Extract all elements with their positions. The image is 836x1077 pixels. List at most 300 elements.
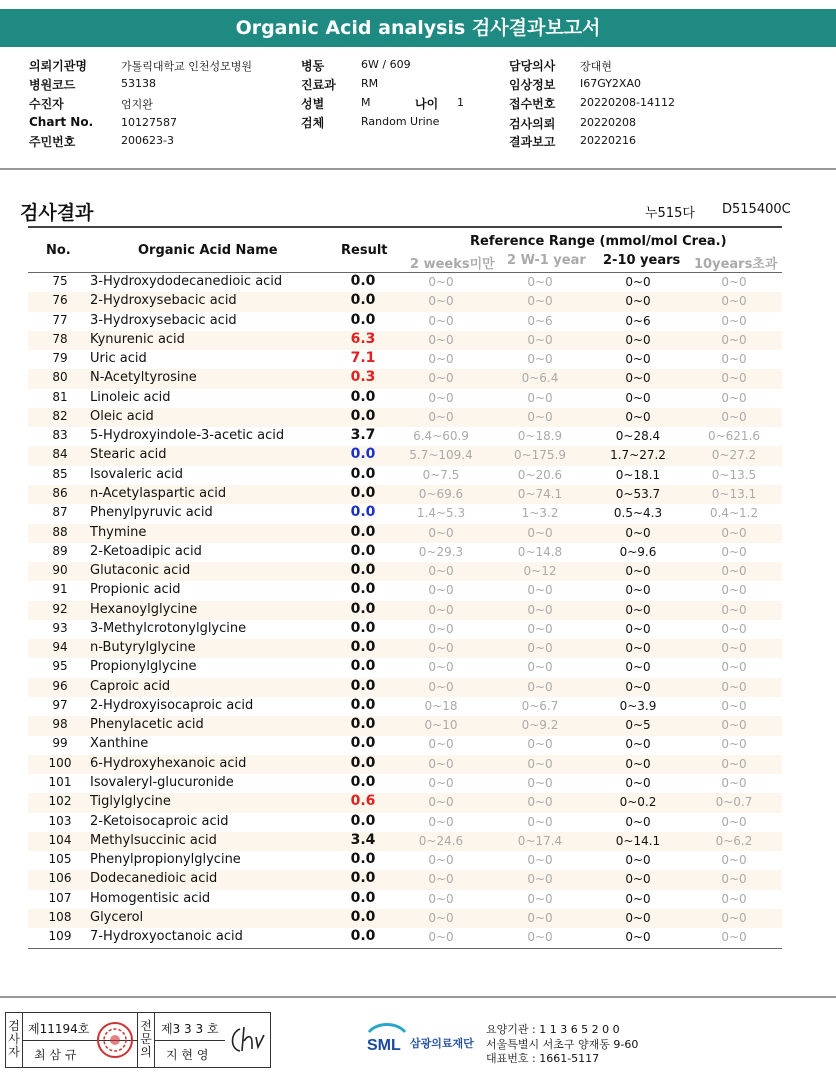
ref-range-2w-1y: 0~18.9 — [517, 429, 563, 444]
ref-range-2weeks: 0~0 — [428, 660, 454, 675]
row-number: 105 — [48, 852, 72, 867]
ref-range-10y-plus: 0~6.2 — [715, 833, 753, 848]
report-date-value: 20220216 — [580, 134, 636, 147]
ref-range-2w-1y: 0~9.2 — [521, 718, 559, 733]
patient-info-panel — [0, 50, 836, 170]
table-row — [28, 658, 782, 677]
ref-range-10y-plus: 0~0 — [721, 352, 747, 367]
result-value: 3.7 — [350, 427, 376, 444]
ref-range-2weeks: 0~24.6 — [418, 833, 464, 848]
result-value: 0.0 — [350, 870, 376, 887]
acid-name: Isovaleric acid — [90, 466, 184, 482]
ref-range-2weeks: 0~0 — [428, 313, 454, 328]
specialist-name: 지 현 영 — [166, 1048, 209, 1062]
row-number: 104 — [48, 832, 72, 847]
ref-range-2-10y: 0~0.2 — [619, 795, 657, 810]
table-row — [28, 793, 782, 812]
ref-range-2weeks: 0~0 — [428, 294, 454, 309]
ref-range-2w-1y: 0~0 — [527, 660, 553, 675]
ref-range-2w-1y: 0~0 — [527, 525, 553, 540]
row-number: 103 — [48, 813, 72, 828]
ref-range-2weeks: 0~0 — [428, 621, 454, 636]
table-row — [28, 524, 782, 543]
request-date-value: 20220208 — [580, 116, 636, 129]
ref-col-header-active: 2-10 years — [603, 253, 681, 268]
ref-range-10y-plus: 0~0 — [721, 294, 747, 309]
row-number: 84 — [52, 447, 68, 462]
org-phone: 대표번호 : 1661-5117 — [486, 1052, 600, 1065]
ref-range-10y-plus: 0~0 — [721, 275, 747, 289]
ref-range-10y-plus: 0~0 — [721, 621, 747, 636]
specialist-label: 전 문 의 — [140, 1019, 152, 1059]
result-value: 0.0 — [350, 484, 376, 501]
ref-range-2w-1y: 0~0 — [527, 641, 553, 656]
ref-range-2-10y: 0~0 — [625, 737, 651, 752]
acid-name: Thymine — [90, 524, 147, 540]
ref-range-2-10y: 0~0 — [625, 602, 651, 617]
row-number: 93 — [52, 620, 68, 635]
acid-name: Linoleic acid — [90, 389, 171, 405]
ref-range-2-10y: 0~0 — [625, 872, 651, 887]
result-value: 0.0 — [350, 928, 376, 945]
ref-range-2-10y: 0~0 — [625, 275, 651, 289]
row-number: 91 — [52, 582, 68, 597]
row-number: 76 — [52, 293, 68, 308]
table-row — [28, 909, 782, 928]
ref-range-2w-1y: 0~12 — [523, 564, 557, 579]
row-number: 106 — [48, 871, 72, 886]
result-value: 0.0 — [350, 696, 376, 713]
hospital-code-label: 병원코드 — [29, 78, 76, 92]
ref-range-2w-1y: 0~0 — [527, 352, 553, 367]
ref-range-10y-plus: 0~0 — [721, 756, 747, 771]
inspector-label: 검 사 자 — [8, 1019, 20, 1059]
table-top-rule — [28, 226, 782, 228]
ref-range-2weeks: 0~0 — [428, 583, 454, 598]
ref-range-2w-1y: 0~6 — [527, 313, 553, 328]
result-value: 0.0 — [350, 658, 376, 675]
table-row — [28, 890, 782, 909]
ref-range-2weeks: 0~0 — [428, 737, 454, 752]
doctor-label: 담당의사 — [509, 59, 556, 73]
request-date-label: 검사의뢰 — [509, 117, 556, 131]
row-number: 102 — [48, 794, 72, 809]
specimen-value: Random Urine — [361, 115, 440, 128]
table-row — [28, 735, 782, 754]
ref-range-2-10y: 0~0 — [625, 332, 651, 347]
ref-range-2w-1y: 0~0 — [527, 891, 553, 906]
result-value: 0.0 — [350, 407, 376, 424]
result-value: 0.0 — [350, 908, 376, 925]
ref-range-2w-1y: 0~0 — [527, 602, 553, 617]
acid-name: Hexanoylglycine — [90, 601, 198, 617]
table-row — [28, 813, 782, 832]
ref-range-2-10y: 0~18.1 — [615, 467, 661, 482]
ref-range-2-10y: 0~0 — [625, 756, 651, 771]
ref-range-2weeks: 0~0 — [428, 641, 454, 656]
table-row — [28, 427, 782, 446]
ref-range-2w-1y: 0~0 — [527, 679, 553, 694]
table-row — [28, 485, 782, 504]
institution-label: 의뢰기관명 — [29, 59, 87, 73]
acid-name: Kynurenic acid — [90, 331, 185, 347]
signature-box — [5, 1012, 271, 1068]
ref-range-2w-1y: 0~17.4 — [517, 833, 563, 848]
ref-range-2weeks: 0~0 — [428, 564, 454, 579]
sex-value: M — [361, 96, 371, 109]
acid-name: 2-Ketoadipic acid — [90, 543, 202, 559]
ref-range-2-10y: 0~0 — [625, 294, 651, 309]
acid-name: 2-Hydroxyisocaproic acid — [90, 697, 254, 713]
table-row — [28, 639, 782, 658]
acid-name: 2-Ketoisocaproic acid — [90, 813, 229, 829]
ref-range-2w-1y: 0~0 — [527, 853, 553, 868]
row-number: 101 — [48, 775, 72, 790]
clinical-info-label: 임상정보 — [509, 78, 556, 92]
acid-name: 6-Hydroxyhexanoic acid — [90, 755, 247, 771]
ref-range-2weeks: 0~18 — [424, 698, 458, 713]
ref-range-2-10y: 0.5~4.3 — [613, 506, 663, 521]
ref-range-2-10y: 0~0 — [625, 621, 651, 636]
ref-range-2w-1y: 0~14.8 — [517, 544, 563, 559]
table-row — [28, 408, 782, 427]
report-date-label: 결과보고 — [509, 135, 556, 149]
row-number: 92 — [52, 601, 68, 616]
ref-range-2w-1y: 0~0 — [527, 795, 553, 810]
table-row — [28, 331, 782, 350]
resident-no-value: 200623-3 — [121, 134, 174, 147]
row-number: 87 — [52, 505, 68, 520]
institution-value: 가톨릭대학교 인천성모병원 — [121, 60, 253, 73]
specialist-signature — [226, 1023, 266, 1057]
ref-range-10y-plus: 0~0 — [721, 910, 747, 925]
document-code-a: 누515다 — [645, 206, 695, 221]
ref-range-2w-1y: 0~0 — [527, 872, 553, 887]
chart-no-label: Chart No. — [29, 115, 94, 129]
ref-range-2w-1y: 0~0 — [527, 814, 553, 829]
row-number: 83 — [52, 428, 68, 443]
table-row — [28, 543, 782, 562]
acid-name: 5-Hydroxyindole-3-acetic acid — [90, 428, 285, 444]
ref-range-2-10y: 0~0 — [625, 910, 651, 925]
ref-range-10y-plus: 0.4~1.2 — [709, 506, 759, 521]
ref-range-2weeks: 0~0 — [428, 776, 454, 791]
row-number: 88 — [52, 524, 68, 539]
col-header-result: Result — [341, 243, 388, 258]
doctor-value: 장대현 — [580, 60, 612, 73]
acid-name: Glutaconic acid — [90, 563, 191, 579]
result-value: 0.0 — [350, 677, 376, 694]
acid-name: Phenylpyruvic acid — [90, 505, 213, 521]
row-number: 98 — [52, 717, 68, 732]
org-code: 요양기관 : 1 1 3 6 5 2 0 0 — [486, 1023, 620, 1036]
result-value: 0.0 — [350, 273, 376, 289]
inspector-license: 제11194호 — [28, 1022, 90, 1036]
acid-name: Propionic acid — [90, 582, 181, 598]
table-row — [28, 620, 782, 639]
row-number: 89 — [52, 543, 68, 558]
ref-range-2weeks: 0~0 — [428, 891, 454, 906]
acid-name: Phenylacetic acid — [90, 717, 204, 733]
result-value: 0.0 — [350, 812, 376, 829]
ref-range-10y-plus: 0~0 — [721, 660, 747, 675]
ref-range-2-10y: 0~0 — [625, 564, 651, 579]
department-value: RM — [361, 77, 379, 90]
result-value: 3.4 — [350, 831, 376, 848]
acid-name: Tiglylglycine — [90, 794, 171, 810]
table-row — [28, 504, 782, 523]
report-title: Organic Acid analysis 검사결과보고서 — [0, 9, 836, 47]
ward-value: 6W / 609 — [361, 58, 411, 71]
ref-range-2weeks: 6.4~60.9 — [413, 429, 469, 444]
acid-name: Propionylglycine — [90, 659, 197, 675]
table-row — [28, 601, 782, 620]
ref-range-2-10y: 0~0 — [625, 891, 651, 906]
ref-range-2weeks: 0~0 — [428, 409, 454, 424]
acid-name: Dodecanedioic acid — [90, 871, 218, 887]
ref-range-2w-1y: 1~3.2 — [521, 506, 559, 521]
ref-range-2-10y: 0~3.9 — [619, 698, 657, 713]
sex-label: 성별 — [301, 97, 325, 111]
ref-col-header: 2 weeks미만 — [410, 257, 495, 272]
ref-range-10y-plus: 0~0.7 — [715, 795, 753, 810]
ref-range-2-10y: 0~0 — [625, 660, 651, 675]
table-row — [28, 755, 782, 774]
ref-range-2-10y: 0~0 — [625, 525, 651, 540]
row-number: 109 — [48, 929, 72, 944]
table-row — [28, 581, 782, 600]
table-row — [28, 446, 782, 465]
ref-range-2-10y: 0~14.1 — [615, 833, 661, 848]
ref-range-2-10y: 0~9.6 — [619, 544, 657, 559]
row-number: 85 — [52, 466, 68, 481]
org-name: 삼광의료재단 — [410, 1037, 474, 1050]
ref-range-10y-plus: 0~621.6 — [707, 429, 761, 444]
ward-label: 병동 — [301, 59, 325, 73]
inspector-name: 최 삼 규 — [34, 1048, 77, 1062]
ref-range-2w-1y: 0~20.6 — [517, 467, 563, 482]
acid-name: Isovaleryl-glucuronide — [90, 775, 234, 791]
result-value: 0.0 — [350, 716, 376, 733]
acid-name: 3-Hydroxysebacic acid — [90, 312, 237, 328]
ref-range-2-10y: 0~0 — [625, 679, 651, 694]
ref-range-2-10y: 1.7~27.2 — [610, 448, 666, 463]
ref-range-10y-plus: 0~0 — [721, 814, 747, 829]
ref-range-10y-plus: 0~0 — [721, 891, 747, 906]
row-number: 108 — [48, 909, 72, 924]
ref-range-2w-1y: 0~0 — [527, 332, 553, 347]
row-number: 81 — [52, 389, 68, 404]
resident-no-label: 주민번호 — [29, 135, 76, 149]
ref-range-2weeks: 0~0 — [428, 390, 454, 405]
age-label: 나이 — [415, 97, 439, 111]
result-value: 0.0 — [350, 523, 376, 540]
ref-range-2weeks: 0~0 — [428, 525, 454, 540]
row-number: 86 — [52, 485, 68, 500]
divider — [155, 1040, 225, 1041]
table-row — [28, 928, 782, 947]
ref-range-10y-plus: 0~0 — [721, 332, 747, 347]
examinee-value: 엄지완 — [121, 98, 153, 111]
ref-range-2w-1y: 0~0 — [527, 737, 553, 752]
row-number: 107 — [48, 890, 72, 905]
result-value: 0.0 — [350, 600, 376, 617]
acid-name: Xanthine — [90, 736, 149, 752]
ref-range-2-10y: 0~28.4 — [615, 429, 661, 444]
table-row — [28, 273, 782, 292]
ref-range-2weeks: 0~7.5 — [422, 467, 460, 482]
ref-col-header: 10years초과 — [694, 257, 778, 272]
ref-range-10y-plus: 0~0 — [721, 718, 747, 733]
ref-range-10y-plus: 0~0 — [721, 313, 747, 328]
table-row — [28, 350, 782, 369]
ref-range-2w-1y: 0~0 — [527, 621, 553, 636]
hospital-code-value: 53138 — [121, 77, 156, 90]
ref-range-10y-plus: 0~0 — [721, 737, 747, 752]
table-row — [28, 369, 782, 388]
ref-range-10y-plus: 0~0 — [721, 583, 747, 598]
result-value: 0.0 — [350, 774, 376, 791]
ref-range-2w-1y: 0~0 — [527, 930, 553, 945]
acid-name: n-Butyrylglycine — [90, 640, 196, 656]
ref-range-10y-plus: 0~0 — [721, 564, 747, 579]
col-header-no: No. — [46, 243, 71, 258]
table-row — [28, 312, 782, 331]
ref-range-2-10y: 0~0 — [625, 352, 651, 367]
ref-range-2weeks: 0~0 — [428, 853, 454, 868]
ref-range-2-10y: 0~0 — [625, 371, 651, 386]
table-bottom-rule — [28, 948, 782, 949]
department-label: 진료과 — [301, 78, 336, 92]
ref-range-2w-1y: 0~0 — [527, 776, 553, 791]
ref-range-2-10y: 0~0 — [625, 390, 651, 405]
ref-range-10y-plus: 0~0 — [721, 371, 747, 386]
ref-range-2w-1y: 0~0 — [527, 756, 553, 771]
ref-range-10y-plus: 0~0 — [721, 853, 747, 868]
ref-range-10y-plus: 0~0 — [721, 390, 747, 405]
ref-range-2-10y: 0~0 — [625, 930, 651, 945]
ref-range-2weeks: 0~0 — [428, 352, 454, 367]
ref-range-10y-plus: 0~0 — [721, 930, 747, 945]
ref-range-2weeks: 5.7~109.4 — [409, 448, 473, 463]
row-number: 82 — [52, 408, 68, 423]
ref-range-2weeks: 0~10 — [424, 718, 458, 733]
table-row — [28, 466, 782, 485]
result-value: 0.0 — [350, 735, 376, 752]
acid-name: Caproic acid — [90, 678, 171, 694]
result-value: 0.0 — [350, 542, 376, 559]
ref-range-10y-plus: 0~13.1 — [711, 486, 757, 501]
ref-range-2weeks: 1.4~5.3 — [416, 506, 466, 521]
result-value: 0.3 — [350, 369, 376, 386]
row-number: 99 — [52, 736, 68, 751]
ref-range-2w-1y: 0~175.9 — [513, 448, 567, 463]
table-row — [28, 697, 782, 716]
ref-range-2-10y: 0~0 — [625, 583, 651, 598]
ref-range-10y-plus: 0~13.5 — [711, 467, 757, 482]
age-value: 1 — [457, 96, 464, 109]
ref-range-2w-1y: 0~6.4 — [521, 371, 559, 386]
result-value: 0.0 — [350, 388, 376, 405]
table-row — [28, 678, 782, 697]
row-number: 90 — [52, 563, 68, 578]
result-value: 0.0 — [350, 446, 376, 463]
result-value: 0.0 — [350, 562, 376, 579]
specialist-license: 제3 3 3 호 — [161, 1022, 219, 1036]
ref-range-2w-1y: 0~0 — [527, 583, 553, 598]
org-address: 서울특별시 서초구 양재동 9-60 — [486, 1038, 639, 1051]
ref-range-2w-1y: 0~0 — [527, 910, 553, 925]
result-value: 0.0 — [350, 619, 376, 636]
result-value: 0.0 — [350, 639, 376, 656]
ref-range-2-10y: 0~6 — [625, 313, 651, 328]
row-number: 97 — [52, 697, 68, 712]
acid-name: n-Acetylaspartic acid — [90, 485, 227, 501]
ref-range-10y-plus: 0~0 — [721, 525, 747, 540]
ref-range-2weeks: 0~0 — [428, 371, 454, 386]
ref-range-2-10y: 0~5 — [625, 718, 651, 733]
ref-range-2weeks: 0~0 — [428, 795, 454, 810]
ref-range-2weeks: 0~0 — [428, 332, 454, 347]
ref-range-2weeks: 0~0 — [428, 930, 454, 945]
receipt-no-value: 20220208-14112 — [580, 96, 675, 109]
col-header-reference: Reference Range (mmol/mol Crea.) — [470, 234, 727, 249]
row-number: 94 — [52, 640, 68, 655]
document-code-b: D515400C — [722, 202, 791, 217]
clinical-info-value: I67GY2XA0 — [580, 77, 641, 90]
ref-range-10y-plus: 0~0 — [721, 409, 747, 424]
ref-range-10y-plus: 0~0 — [721, 544, 747, 559]
ref-range-2weeks: 0~0 — [428, 756, 454, 771]
ref-range-2w-1y: 0~0 — [527, 294, 553, 309]
ref-range-2weeks: 0~0 — [428, 275, 454, 289]
footer-rule — [0, 996, 836, 998]
ref-range-10y-plus: 0~27.2 — [711, 448, 757, 463]
acid-name: 2-Hydroxysebacic acid — [90, 293, 237, 309]
acid-name: 3-Hydroxydodecanedioic acid — [90, 274, 283, 289]
ref-range-10y-plus: 0~0 — [721, 776, 747, 791]
receipt-no-label: 접수번호 — [509, 97, 556, 111]
result-value: 0.0 — [350, 851, 376, 868]
logo-text: SML — [367, 1037, 401, 1054]
ref-range-10y-plus: 0~0 — [721, 698, 747, 713]
result-value: 7.1 — [350, 350, 376, 367]
ref-range-10y-plus: 0~0 — [721, 602, 747, 617]
row-number: 75 — [52, 274, 68, 288]
ref-range-2w-1y: 0~6.7 — [521, 698, 559, 713]
ref-range-2weeks: 0~0 — [428, 910, 454, 925]
result-value: 0.0 — [350, 311, 376, 328]
table-row — [28, 851, 782, 870]
ref-range-2-10y: 0~0 — [625, 776, 651, 791]
ref-range-2weeks: 0~29.3 — [418, 544, 464, 559]
table-row — [28, 389, 782, 408]
acid-name: Oleic acid — [90, 408, 154, 424]
row-number: 78 — [52, 331, 68, 346]
result-value: 0.0 — [350, 889, 376, 906]
ref-col-header: 2 W-1 year — [507, 253, 586, 268]
row-number: 100 — [48, 755, 72, 770]
acid-name: Homogentisic acid — [90, 890, 211, 906]
acid-name: 7-Hydroxyoctanoic acid — [90, 929, 243, 945]
table-row — [28, 716, 782, 735]
ref-range-2-10y: 0~0 — [625, 853, 651, 868]
ref-range-2weeks: 0~0 — [428, 679, 454, 694]
sml-logo-icon — [365, 1020, 409, 1054]
inspector-seal-stamp — [96, 1021, 134, 1059]
ref-range-2weeks: 0~69.6 — [418, 486, 464, 501]
acid-name: Phenylpropionylglycine — [90, 852, 241, 868]
